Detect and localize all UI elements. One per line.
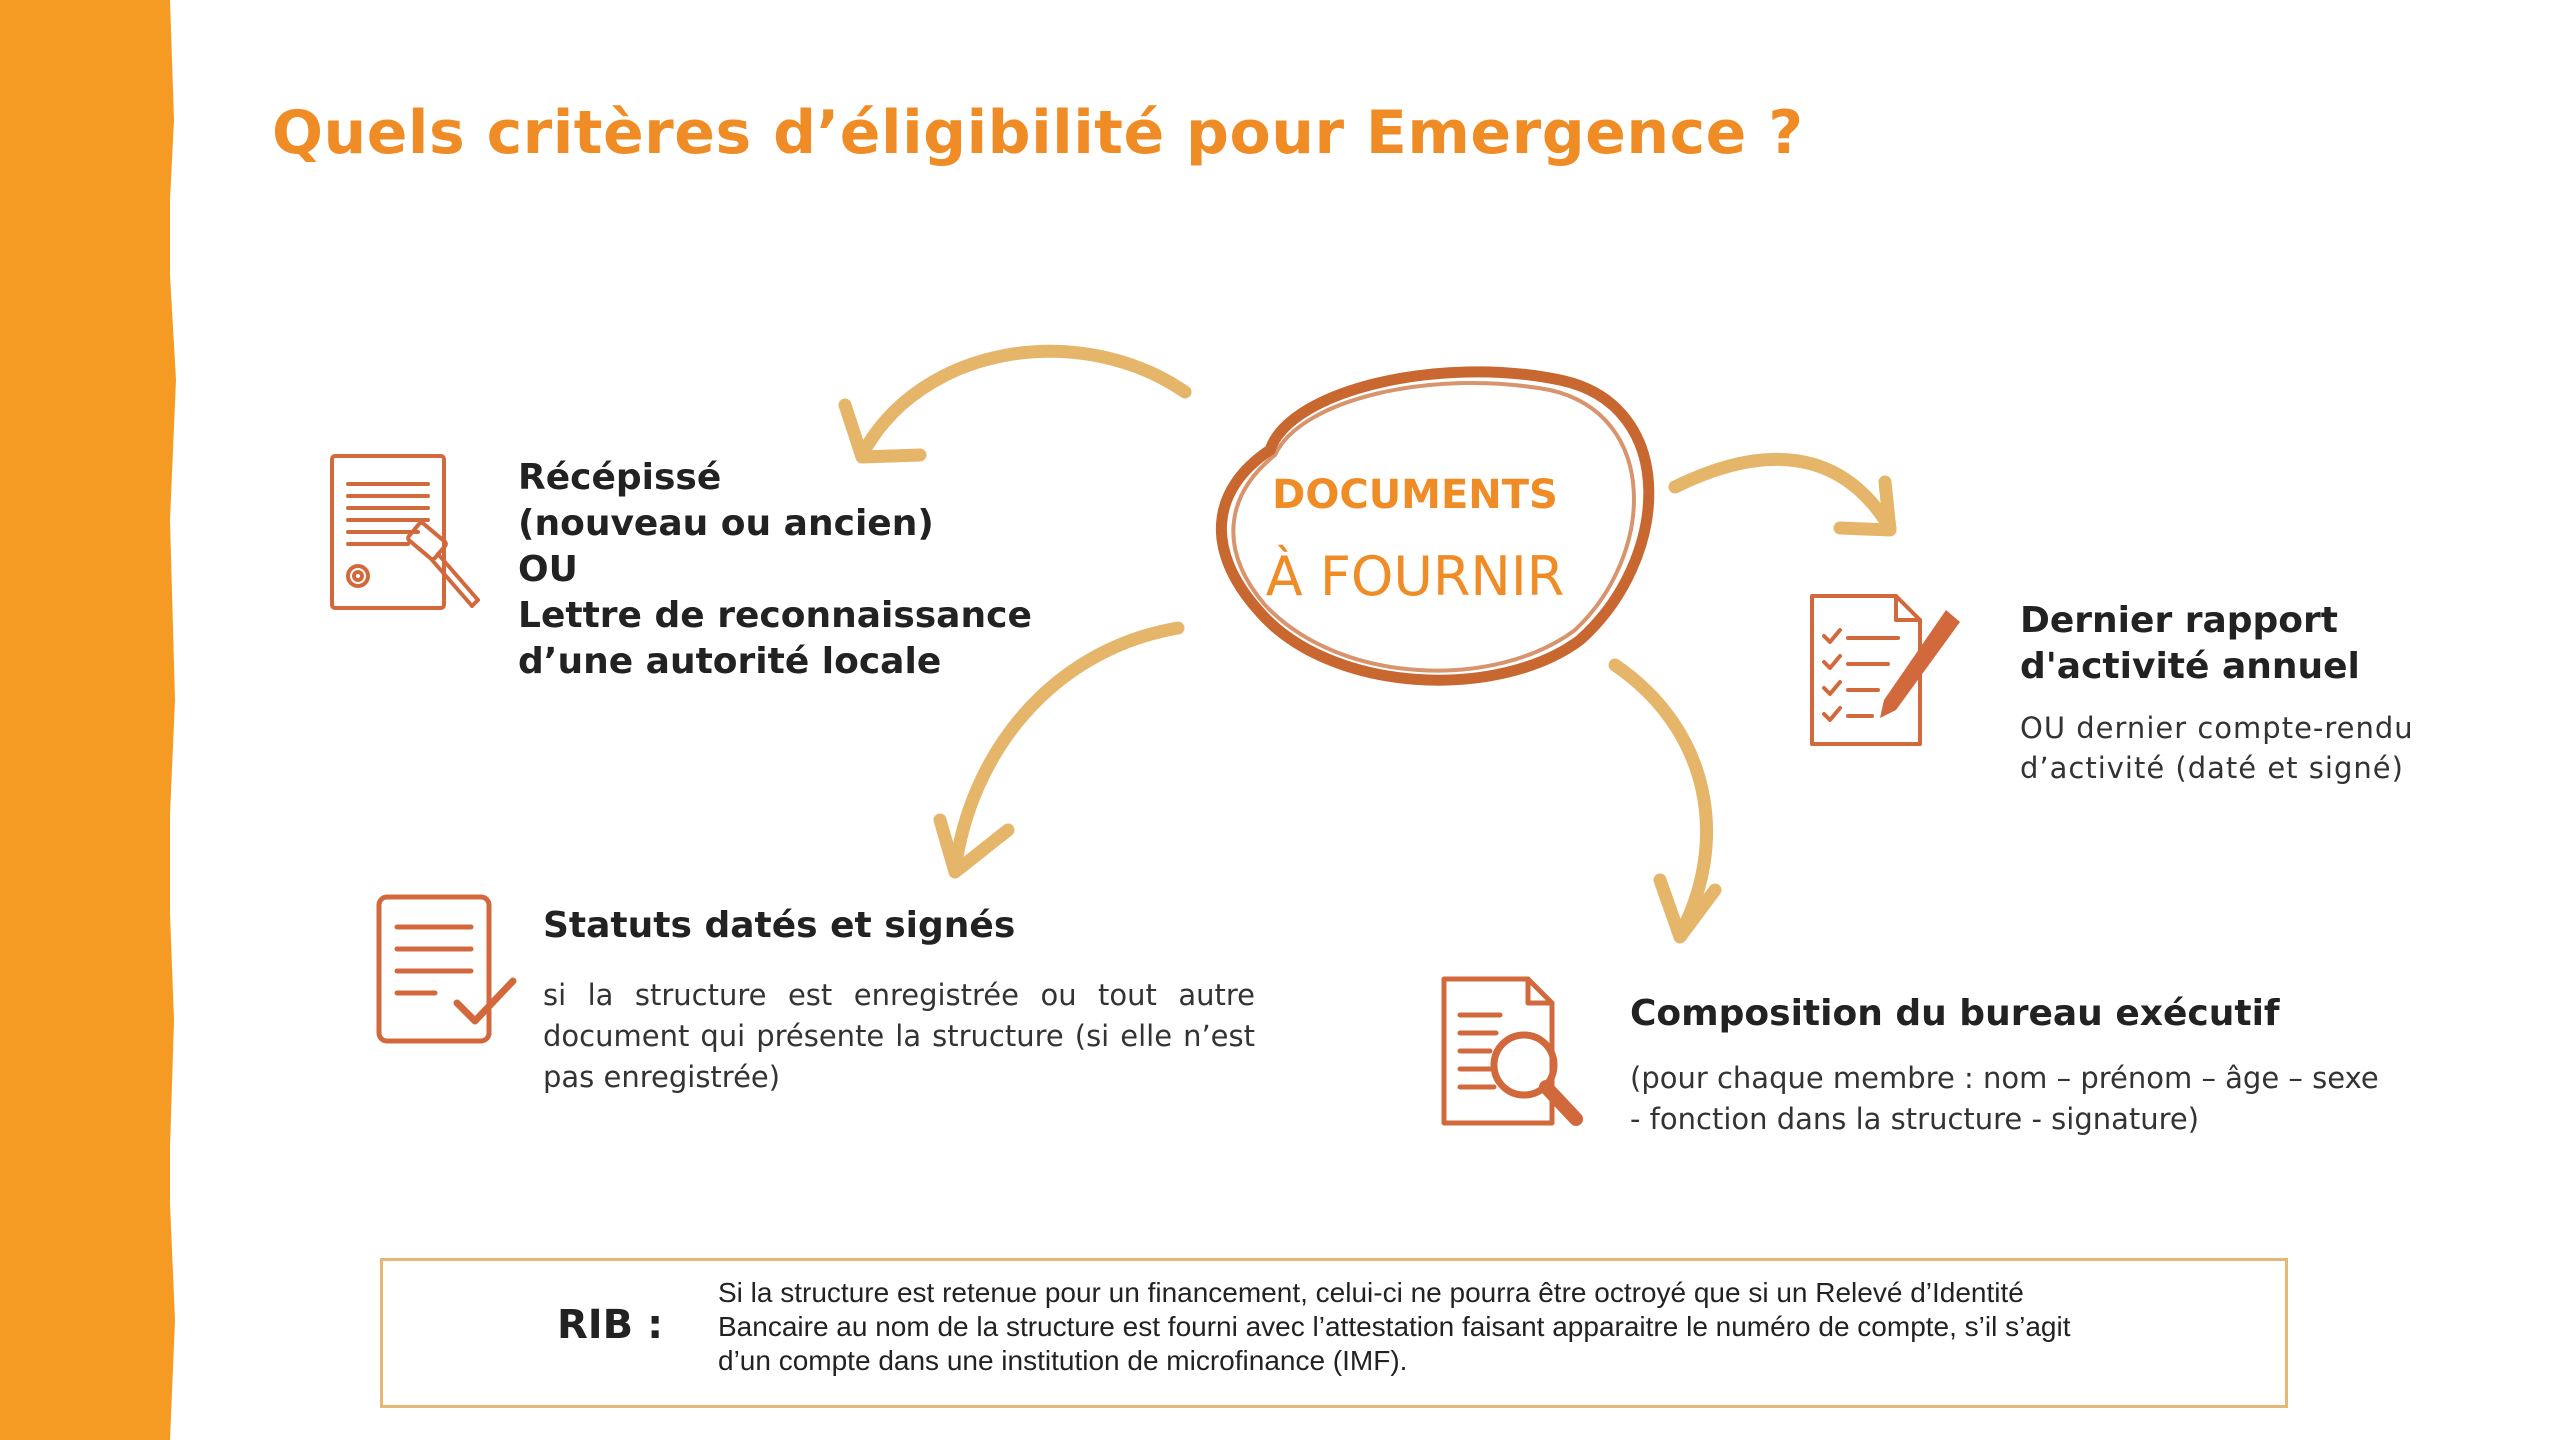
rib-text (718, 1276, 2198, 1378)
bureau-description (1630, 1058, 2379, 1140)
document-search-icon (1440, 975, 1600, 1135)
page-title: Quels critères d’éligibilité pour Emergence ? (272, 98, 1804, 168)
document-gavel-icon (328, 452, 488, 612)
rapport-sub-line: OU dernier compte-rendu (2020, 711, 2414, 745)
bureau-sub-line: (pour chaque membre : nom – prénom – âge – sexe (1630, 1061, 2379, 1095)
recepisse-line: OU (518, 549, 578, 590)
center-title-a-fournir: À FOURNIR (1265, 545, 1565, 608)
rib-text-line: Si la structure est retenue pour un financement, celui-ci ne pourra être octroyé que si un Relevé d’Identité (718, 1277, 2024, 1308)
center-ring (1221, 372, 1648, 680)
checklist-pencil-icon (1808, 592, 1968, 752)
statuts-title: Statuts datés et signés (543, 905, 1016, 946)
rib-text-line: d’un compte dans une institution de microfinance (IMF). (718, 1345, 1408, 1376)
bureau-sub-line: - fonction dans la structure - signature) (1630, 1102, 2200, 1136)
recepisse-line: (nouveau ou ancien) (518, 503, 934, 544)
recepisse-line: Lettre de reconnaissance (518, 595, 1032, 636)
rib-text-line: Bancaire au nom de la structure est fourni avec l’attestation faisant apparaitre le numéro de compte, s’il s’agit (718, 1311, 2071, 1342)
document-check-icon (375, 893, 520, 1045)
rib-label: RIB : (557, 1302, 664, 1348)
bureau-title: Composition du bureau exécutif (1630, 993, 2280, 1034)
rapport-subtitle (2020, 708, 2414, 788)
statuts-description: si la structure est enregistrée ou tout autre document qui présente la structure (si elle n’est pas enregistrée) (543, 978, 1255, 1094)
rapport-sub-line: d’activité (daté et signé) (2020, 751, 2404, 785)
recepisse-line: Récépissé (518, 457, 722, 498)
rapport-title-line: Dernier rapport (2020, 600, 2339, 641)
rapport-title (2020, 598, 2360, 690)
recepisse-block (518, 455, 1032, 685)
rapport-title-line: d'activité annuel (2020, 646, 2360, 687)
recepisse-line: d’une autorité locale (518, 641, 942, 682)
center-title-documents: DOCUMENTS (1272, 472, 1558, 518)
